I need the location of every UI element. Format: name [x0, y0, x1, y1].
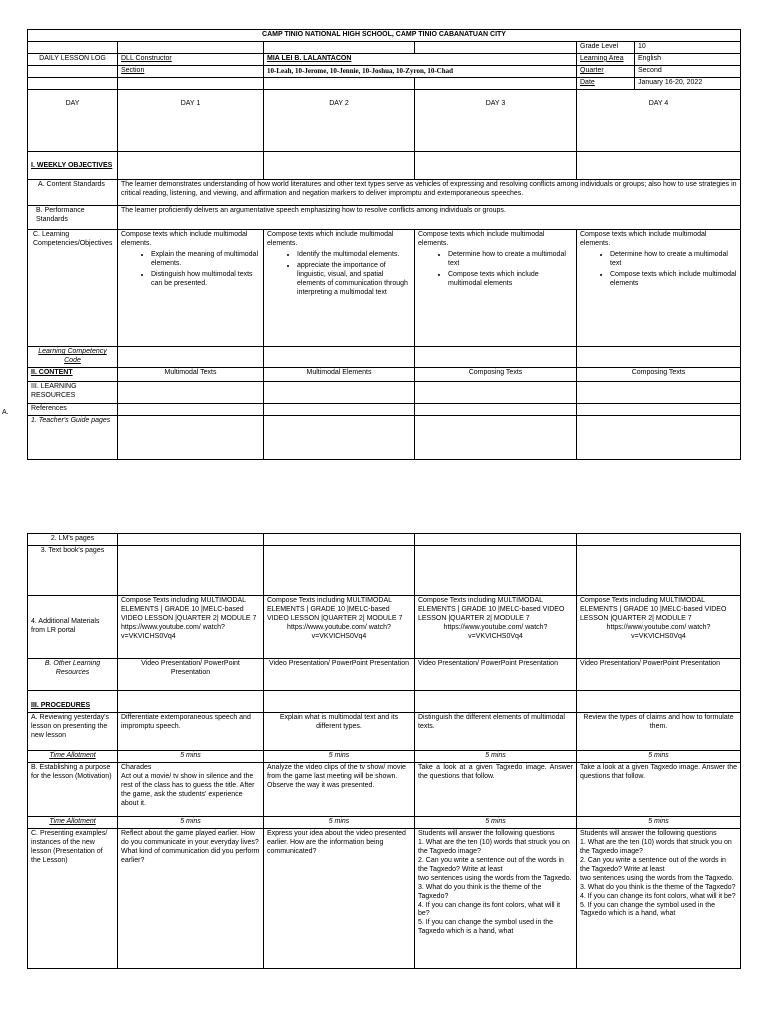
date-value: January 16-20, 2022: [635, 77, 741, 89]
time-value-day-3: 5 mins: [415, 751, 577, 763]
lesson-log-table-main: [27, 89, 741, 460]
doc-title: DAILY LESSON LOG: [28, 53, 118, 65]
reviewing-day-4: Review the types of claims and how to formulate them.: [577, 713, 741, 751]
competency-item: • Explain the meaning of multimodal elements.: [151, 251, 260, 269]
additional-materials-label: 4. Additional Materials from LR portal: [28, 596, 118, 659]
grade-level-value: 10: [635, 41, 741, 53]
constructor-label: DLL Constructor: [118, 53, 264, 65]
competencies-label: C. Learning Competencies/Objectives: [28, 230, 118, 347]
competency-item: • Compose texts which include multimodal elements: [610, 271, 737, 289]
additional-link[interactable]: https://www.youtube.com/ watch?v=VKVICHS0Vq4: [287, 623, 391, 640]
presenting-label: C. Presenting examples/ instances of the new lesson (Presentation of the Lesson): [28, 828, 118, 968]
day-header-label: DAY: [28, 90, 118, 152]
competency-day-1: [118, 230, 264, 347]
time-value-day-1: 5 mins: [118, 751, 264, 763]
content-day-1: Multimodal Texts: [118, 368, 264, 382]
page-1: [0, 0, 768, 470]
content-standards-label: A. Content Standards: [28, 180, 118, 206]
additional-text: Compose Texts including MULTIMODAL ELEMENTS | GRADE 10 |MELC-based VIDEO LESSON |QUARTER 2| MODULE 7: [418, 597, 565, 622]
time-value-day-2: 5 mins: [264, 816, 415, 828]
competency-item: • Distinguish how multimodal texts can be presented.: [151, 271, 260, 289]
other-resources-day-2: Video Presentation/ PowerPoint Presentation: [264, 659, 415, 691]
time-value-day-2: 5 mins: [264, 751, 415, 763]
time-value-day-4: 5 mins: [577, 816, 741, 828]
additional-text: Compose Texts including MULTIMODAL ELEMENTS | GRADE 10 |MELC-based VIDEO LESSON |QUARTER 2| MODULE 7: [580, 597, 727, 622]
additional-day-2: [264, 596, 415, 659]
performance-standards-label: B. Performance Standards: [28, 206, 118, 230]
purpose-label: B. Establishing a purpose for the lesson (Motivation): [28, 762, 118, 816]
date-label: Date: [577, 77, 635, 89]
presenting-day-3: Students will answer the following questions 1. What are the ten (10) words that struck you on the Tagxedo image? 2. Can you write a sentence out of the words in the Tagxedo? Write at least two sentences using the words from the Tagxedo. 3. What do you think is the theme of the Tagxedo? 4. If you can change its font colors, what will it be? 5. If you can change the symbol used in the Tagxedo which is a hand, what: [415, 828, 577, 968]
day-2-header: DAY 2: [264, 90, 415, 152]
competency-intro: Compose texts which include multimodal elements.: [267, 231, 394, 247]
additional-link[interactable]: https://www.youtube.com/ watch?v=VKVICHS0Vq4: [443, 623, 548, 640]
competency-item: • appreciate the importance of linguistic, visual, and spatial elements of communication through interpreting a multimodal text: [297, 262, 411, 298]
quarter-value: Second: [635, 65, 741, 77]
day-4-header: DAY 4: [577, 90, 741, 152]
weekly-objectives-heading: I. WEEKLY OBJECTIVES: [28, 152, 118, 180]
references-label: References: [28, 404, 118, 416]
additional-day-4: [577, 596, 741, 659]
lm-pages-label: 2. LM's pages: [28, 534, 118, 546]
reviewing-day-1: Differentiate extemporaneous speech and impromptu speech.: [118, 713, 264, 751]
competency-day-3: [415, 230, 577, 347]
learning-area-label: Learning Area: [577, 53, 635, 65]
time-value-day-1: 5 mins: [118, 816, 264, 828]
grade-level-label: Grade Level: [577, 41, 635, 53]
purpose-day-3: Take a look at a given Tagxedo image. Answer the questions that follow.: [415, 762, 577, 816]
section-value: 10-Leah, 10-Jerome, 10-Jennie, 10-Joshua, 10-Zyron, 10-Chad: [264, 65, 577, 77]
competency-day-4: [577, 230, 741, 347]
page-2: [0, 470, 768, 1024]
competency-item: • Determine how to create a multimodal text: [610, 251, 737, 269]
other-resources-day-1: Video Presentation/ PowerPoint Presentation: [118, 659, 264, 691]
teachers-guide-label: 1. Teacher's Guide pages: [28, 415, 118, 459]
reviewing-day-3: Distinguish the different elements of multimodal texts.: [415, 713, 577, 751]
day-3-header: DAY 3: [415, 90, 577, 152]
competency-intro: Compose texts which include multimodal elements.: [121, 231, 248, 247]
section-label: Section: [118, 65, 264, 77]
presenting-day-1: Reflect about the game played earlier. How do you communicate in your everyday lives? What kind of communication did you perform earlier?: [118, 828, 264, 968]
school-name: CAMP TINIO NATIONAL HIGH SCHOOL, CAMP TINIO CABANATUAN CITY: [28, 30, 741, 42]
content-day-4: Composing Texts: [577, 368, 741, 382]
competency-day-2: [264, 230, 415, 347]
other-resources-day-4: Video Presentation/ PowerPoint Presentation: [577, 659, 741, 691]
additional-day-1: [118, 596, 264, 659]
reviewing-day-2: Explain what is multimodal text and its different types.: [264, 713, 415, 751]
time-value-day-4: 5 mins: [577, 751, 741, 763]
presenting-day-2: Express your idea about the video presented earlier. How are the information being communicated?: [264, 828, 415, 968]
competency-item: • Compose texts which include multimodal elements: [448, 271, 573, 289]
lesson-log-table-top: [27, 29, 741, 90]
time-allotment-label: Time Allotment: [28, 816, 118, 828]
procedures-heading: III. PROCEDURES: [28, 691, 118, 713]
content-day-3: Composing Texts: [415, 368, 577, 382]
presenting-day-4: Students will answer the following questions 1. What are the ten (10) words that struck you on the Tagxedo image? 2. Can you write a sentence out of the words in the Tagxedo? Write at least two sentences using the words from the Tagxedo. 3. What do you think is the theme of the Tagxedo? 4. If you can change its font colors, what will it be? 5. If you can change the symbol used in the Tagxedo which is a hand, what: [577, 828, 741, 968]
margin-letter: A.: [2, 409, 9, 416]
additional-text: Compose Texts including MULTIMODAL ELEMENTS | GRADE 10 |MELC-based VIDEO LESSON |QUARTER 2| MODULE 7: [267, 597, 403, 622]
content-standards-text: The learner demonstrates understanding of how world literatures and other text types serve as vehicles of expressing and resolving conflicts among individuals or groups; also how to use strategies in critical reading, listening, and viewing, and affirmation and negation markers to deliver impromptu and extemporaneous speeches.: [118, 180, 741, 206]
day-1-header: DAY 1: [118, 90, 264, 152]
reviewing-label: A. Reviewing yesterday's lesson on presenting the new lesson: [28, 713, 118, 751]
competency-intro: Compose texts which include multimodal elements.: [580, 231, 707, 247]
purpose-day-2: Analyze the video clips of the tv show/ movie from the game last meeting will be shown. Observe the way it was presented.: [264, 762, 415, 816]
performance-standards-text: The learner proficiently delivers an argumentative speech emphasizing how to resolve conflicts among individuals or groups.: [118, 206, 741, 230]
lesson-log-table-continued: [27, 533, 741, 969]
textbook-pages-label: 3. Text book's pages: [28, 546, 118, 596]
other-resources-label: B. Other Learning Resources: [28, 659, 118, 691]
purpose-day-1: Charades Act out a movie/ tv show in silence and the rest of the class has to guess the title. After the game, ask the students' experience about it.: [118, 762, 264, 816]
competency-item: • Determine how to create a multimodal text: [448, 251, 573, 269]
other-resources-day-3: Video Presentation/ PowerPoint Presentation: [415, 659, 577, 691]
time-value-day-3: 5 mins: [415, 816, 577, 828]
additional-link[interactable]: https://www.youtube.com/ watch?v=VKVICHS0Vq4: [606, 623, 711, 640]
competency-item: • Identify the multimodal elements.: [297, 251, 411, 260]
quarter-label: Quarter: [577, 65, 635, 77]
additional-link[interactable]: https://www.youtube.com/ watch?v=VKVICHS0Vq4: [121, 623, 225, 640]
competency-intro: Compose texts which include multimodal elements.: [418, 231, 545, 247]
learning-area-value: English: [635, 53, 741, 65]
time-allotment-label: Time Allotment: [28, 751, 118, 763]
additional-day-3: [415, 596, 577, 659]
content-heading: II. CONTENT: [28, 368, 118, 382]
learning-resources-heading: III. LEARNING RESOURCES: [28, 382, 118, 404]
purpose-day-4: Take a look at a given Tagxedo image. Answer the questions that follow.: [577, 762, 741, 816]
additional-text: Compose Texts including MULTIMODAL ELEMENTS | GRADE 10 |MELC-based VIDEO LESSON |QUARTER 2| MODULE 7: [121, 597, 257, 622]
content-day-2: Multimodal Elements: [264, 368, 415, 382]
constructor-value: MIA LEI B. LALANTACON: [264, 53, 577, 65]
competency-code-label: Learning Competency Code: [28, 347, 118, 368]
